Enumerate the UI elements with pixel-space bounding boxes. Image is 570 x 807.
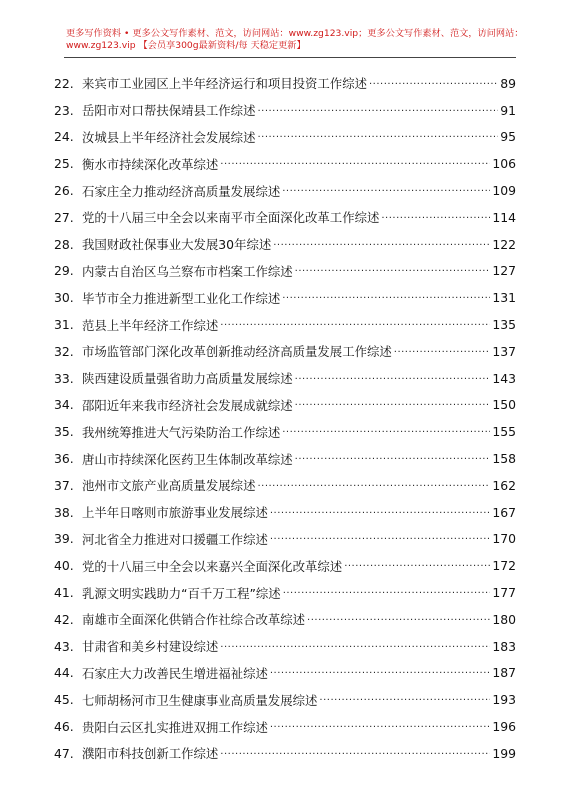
toc-leader-dots [369, 79, 498, 90]
toc-entry-page-number: 109 [492, 183, 516, 199]
toc-entry-page-number: 131 [492, 290, 516, 306]
toc-leader-dots [307, 615, 490, 626]
toc-entry-page-number: 127 [492, 263, 516, 279]
table-of-contents [54, 70, 516, 767]
toc-entry-page-number: 193 [492, 692, 516, 708]
toc-entry-title: 七师胡杨河市卫生健康事业高质量发展综述 [82, 692, 318, 708]
toc-entry[interactable] [54, 472, 516, 499]
toc-entry[interactable] [54, 284, 516, 311]
toc-leader-dots [220, 749, 490, 760]
toc-entry[interactable] [54, 204, 516, 231]
toc-entry-page-number: 150 [492, 397, 516, 413]
toc-entry[interactable] [54, 579, 516, 606]
toc-entry[interactable] [54, 150, 516, 177]
toc-entry-page-number: 137 [492, 343, 516, 359]
toc-entry-page-number: 114 [492, 209, 516, 225]
toc-entry-page-number: 162 [492, 477, 516, 493]
toc-entry-title: 石家庄全力推动经济高质量发展综述 [82, 183, 281, 199]
toc-entry-title: 贵阳白云区扎实推进双拥工作综述 [82, 719, 268, 735]
toc-entry-title: 河北省全力推进对口援疆工作综述 [82, 531, 268, 547]
toc-entry-number: 45. [54, 692, 74, 708]
toc-entry-page-number: 180 [492, 611, 516, 627]
toc-entry[interactable] [54, 633, 516, 660]
toc-entry-title: 上半年日喀则市旅游事业发展综述 [82, 505, 268, 521]
toc-leader-dots [295, 266, 491, 277]
toc-leader-dots [270, 668, 490, 679]
toc-leader-dots [220, 320, 490, 331]
toc-leader-dots [282, 186, 490, 197]
toc-entry-page-number: 135 [492, 317, 516, 333]
toc-entry[interactable] [54, 445, 516, 472]
toc-entry-page-number: 199 [492, 745, 516, 761]
toc-leader-dots [273, 240, 490, 251]
toc-entry-number: 42. [54, 611, 74, 627]
toc-entry-title: 乳源文明实践助力“百千万工程”综述 [82, 585, 281, 601]
toc-leader-dots [295, 374, 491, 385]
toc-entry-title: 内蒙古自治区乌兰察布市档案工作综述 [82, 263, 293, 279]
toc-entry[interactable] [54, 392, 516, 419]
toc-leader-dots [257, 481, 490, 492]
toc-entry-page-number: 122 [492, 236, 516, 252]
toc-entry-number: 46. [54, 719, 74, 735]
toc-entry-number: 47. [54, 745, 74, 761]
toc-entry[interactable] [54, 258, 516, 285]
toc-entry-page-number: 106 [492, 156, 516, 172]
toc-entry-number: 31. [54, 317, 74, 333]
toc-entry[interactable] [54, 311, 516, 338]
toc-entry-page-number: 95 [500, 129, 516, 145]
toc-entry[interactable] [54, 418, 516, 445]
toc-entry[interactable] [54, 526, 516, 553]
toc-entry-number: 24. [54, 129, 74, 145]
toc-entry-title: 石家庄大力改善民生增进福祉综述 [82, 665, 268, 681]
toc-entry[interactable] [54, 686, 516, 713]
toc-leader-dots [344, 561, 490, 572]
toc-entry-title: 濮阳市科技创新工作综述 [82, 746, 219, 762]
toc-entry-number: 43. [54, 638, 74, 654]
toc-entry-title: 南雄市全面深化供销合作社综合改革综述 [82, 612, 306, 628]
toc-entry-title: 池州市文旅产业高质量发展综述 [82, 478, 256, 494]
toc-entry-page-number: 170 [492, 531, 516, 547]
toc-entry-number: 40. [54, 558, 74, 574]
toc-entry-number: 34. [54, 397, 74, 413]
toc-entry-title: 来宾市工业园区上半年经济运行和项目投资工作综述 [82, 76, 367, 92]
toc-entry-page-number: 155 [492, 424, 516, 440]
toc-entry-number: 36. [54, 451, 74, 467]
toc-entry-page-number: 143 [492, 370, 516, 386]
page-header [66, 28, 536, 52]
toc-entry-title: 市场监管部门深化改革创新推动经济高质量发展工作综述 [82, 344, 392, 360]
toc-leader-dots [283, 588, 491, 599]
toc-entry-page-number: 158 [492, 451, 516, 467]
toc-entry-title: 党的十八届三中全会以来嘉兴全面深化改革综述 [82, 558, 343, 574]
header-line-2: www.zg123.vip 【会员享300g最新资料/每 天稳定更新】 [66, 40, 306, 51]
toc-entry-title: 范县上半年经济工作综述 [82, 317, 219, 333]
toc-entry-number: 26. [54, 183, 74, 199]
toc-entry-number: 28. [54, 236, 74, 252]
toc-entry[interactable] [54, 713, 516, 740]
toc-entry-title: 汝城县上半年经济社会发展综述 [82, 129, 256, 145]
toc-entry-page-number: 91 [500, 102, 516, 118]
toc-entry-number: 30. [54, 290, 74, 306]
toc-entry-title: 甘肃省和美乡村建设综述 [82, 639, 219, 655]
toc-leader-dots [381, 213, 490, 224]
toc-entry-title: 我州统筹推进大气污染防治工作综述 [82, 424, 281, 440]
toc-entry-number: 39. [54, 531, 74, 547]
toc-entry-page-number: 89 [500, 75, 516, 91]
toc-leader-dots [220, 642, 490, 653]
toc-leader-dots [257, 132, 498, 143]
toc-leader-dots [282, 427, 490, 438]
header-divider [64, 57, 516, 58]
toc-leader-dots [319, 695, 490, 706]
toc-entry-number: 35. [54, 424, 74, 440]
toc-entry[interactable] [54, 740, 516, 767]
toc-leader-dots [220, 159, 490, 170]
toc-entry[interactable] [54, 97, 516, 124]
toc-leader-dots [257, 106, 498, 117]
toc-entry[interactable] [54, 338, 516, 365]
toc-entry-number: 22. [54, 75, 74, 91]
toc-entry[interactable] [54, 177, 516, 204]
header-line-1: 更多写作资料 • 更多公文写作素材、范文，访问网站：www.zg123.vip；更多公文写作素材、范文，访问网站： [66, 28, 524, 39]
toc-entry[interactable] [54, 606, 516, 633]
toc-entry-number: 44. [54, 665, 74, 681]
toc-entry[interactable] [54, 365, 516, 392]
toc-entry-page-number: 196 [492, 719, 516, 735]
toc-entry[interactable] [54, 660, 516, 687]
toc-entry[interactable] [54, 499, 516, 526]
toc-entry-number: 29. [54, 263, 74, 279]
toc-entry-title: 邵阳近年来我市经济社会发展成就综述 [82, 397, 293, 413]
toc-entry-number: 25. [54, 156, 74, 172]
toc-entry-page-number: 177 [492, 585, 516, 601]
toc-leader-dots [270, 722, 490, 733]
toc-entry-title: 陕西建设质量强省助力高质量发展综述 [82, 371, 293, 387]
toc-leader-dots [270, 534, 490, 545]
toc-entry[interactable] [54, 70, 516, 97]
toc-entry-number: 32. [54, 343, 74, 359]
toc-entry-number: 33. [54, 370, 74, 386]
toc-entry-title: 岳阳市对口帮扶保靖县工作综述 [82, 103, 256, 119]
toc-leader-dots [270, 508, 490, 519]
toc-entry-page-number: 167 [492, 504, 516, 520]
toc-leader-dots [295, 454, 491, 465]
toc-entry-title: 衡水市持续深化改革综述 [82, 156, 219, 172]
toc-entry-number: 38. [54, 504, 74, 520]
toc-entry[interactable] [54, 124, 516, 151]
toc-entry[interactable] [54, 552, 516, 579]
toc-entry-page-number: 172 [492, 558, 516, 574]
toc-entry-number: 41. [54, 585, 74, 601]
toc-entry-page-number: 183 [492, 638, 516, 654]
toc-entry-title: 党的十八届三中全会以来南平市全面深化改革工作综述 [82, 210, 380, 226]
toc-leader-dots [295, 400, 491, 411]
toc-entry-title: 毕节市全力推进新型工业化工作综述 [82, 290, 281, 306]
toc-entry[interactable] [54, 231, 516, 258]
toc-entry-number: 23. [54, 102, 74, 118]
toc-entry-title: 唐山市持续深化医药卫生体制改革综述 [82, 451, 293, 467]
toc-entry-number: 37. [54, 477, 74, 493]
toc-entry-number: 27. [54, 209, 74, 225]
toc-leader-dots [394, 347, 491, 358]
toc-entry-page-number: 187 [492, 665, 516, 681]
toc-entry-title: 我国财政社保事业大发展30年综述 [82, 237, 272, 253]
toc-leader-dots [282, 293, 490, 304]
